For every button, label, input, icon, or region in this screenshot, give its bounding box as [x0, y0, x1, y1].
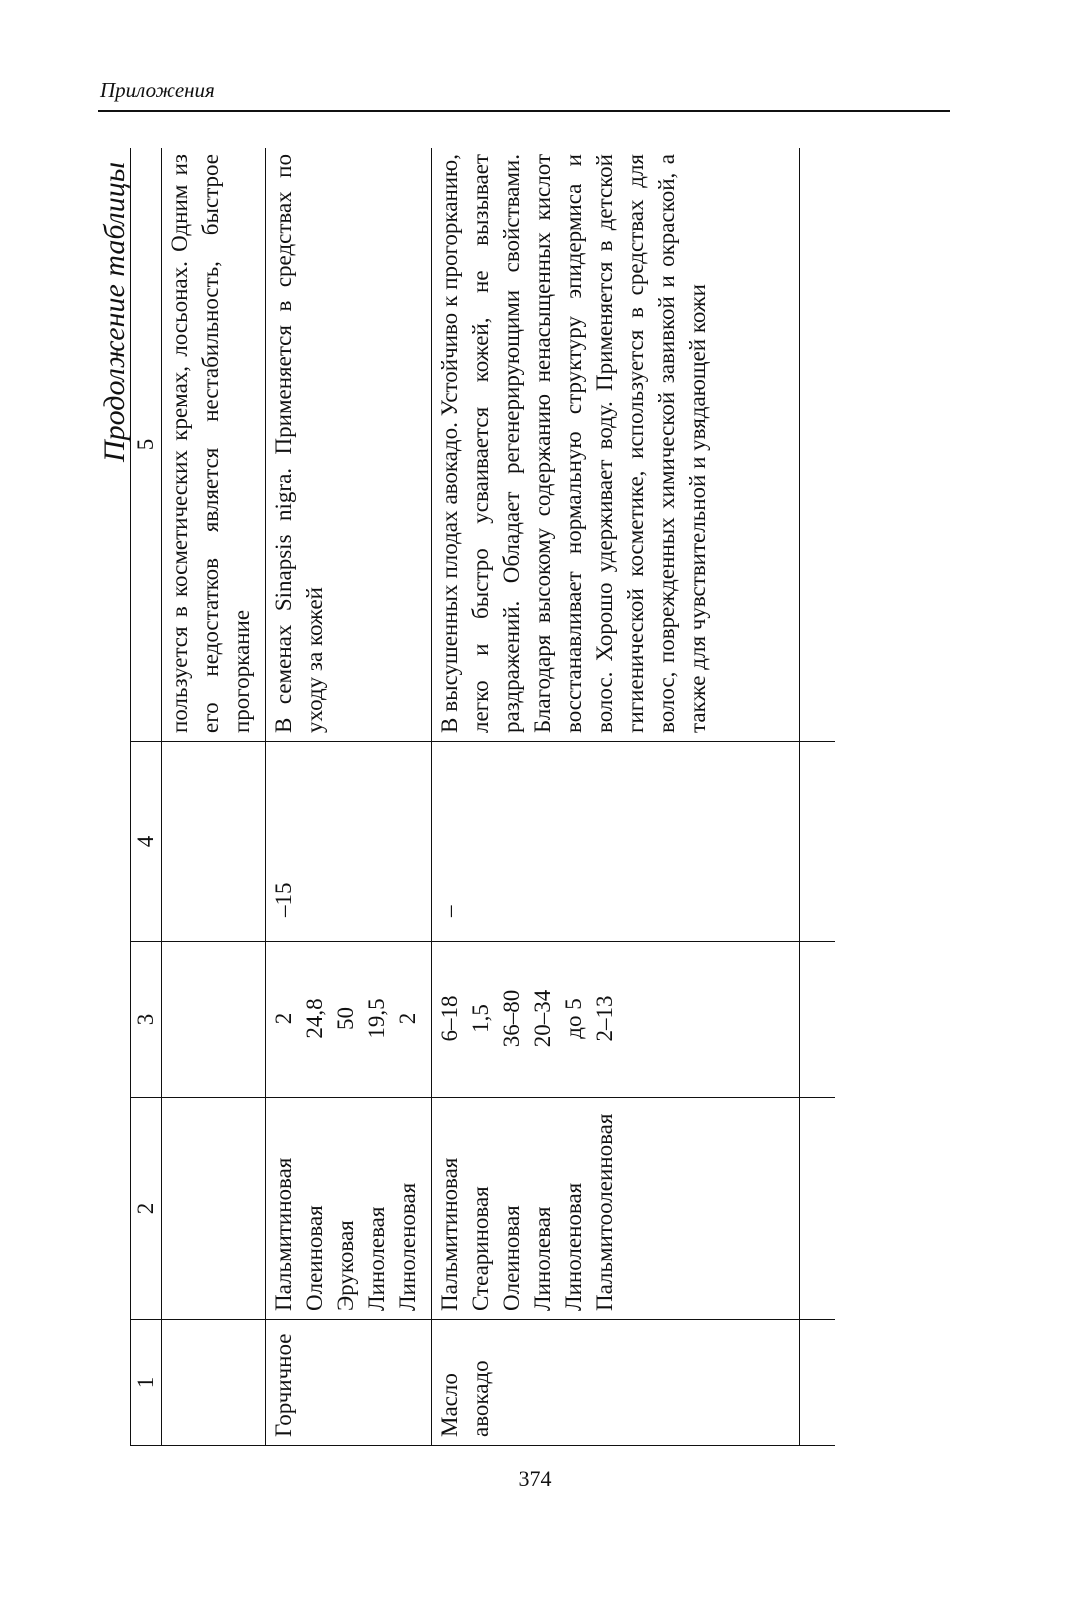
fatty-acid-name: Пальмитиновая [271, 1157, 296, 1311]
table-continuation-caption: Продолжение таблицы [98, 161, 131, 462]
content-percent-value: 2–13 [592, 995, 617, 1042]
content-percent-cell [432, 942, 800, 1098]
column-header: 2 [131, 1098, 162, 1320]
melting-point-cell [162, 742, 266, 942]
fatty-acid-cell [162, 1098, 266, 1320]
description-cell [800, 148, 836, 742]
running-header-title: Приложения [100, 78, 215, 102]
fatty-acid-name: Стеариновая [468, 1186, 493, 1311]
content-percent-cell [800, 942, 836, 1098]
table-row [800, 148, 836, 1446]
melting-point-cell [800, 742, 836, 942]
fatty-acid-name: Эруковая [333, 1220, 358, 1311]
fatty-acid-name: Линоленовая [395, 1182, 420, 1311]
content-percent-value: 1,5 [468, 1004, 493, 1033]
fatty-acid-name: Олеиновая [302, 1205, 327, 1311]
fatty-acid-name: Линолевая [364, 1206, 389, 1311]
fatty-acid-name: Пальмитоолеиновая [592, 1113, 617, 1311]
content-percent-value: 20–34 [530, 989, 555, 1048]
table-header-row [131, 148, 162, 1446]
column-header: 4 [131, 742, 162, 942]
content-percent-value: до 5 [561, 998, 586, 1039]
fatty-acid-name: Пальмитиновая [437, 1157, 462, 1311]
data-table [130, 148, 835, 1446]
melting-point-cell: –15 [266, 742, 432, 942]
description-cell: пользуется в косметических кремах, лосьонах. Одним из его недостатков является нестабильность, быстрое прогоркание [162, 148, 266, 742]
content-percent-value: 2 [395, 1012, 420, 1025]
content-percent-cell [162, 942, 266, 1098]
oil-name-cell [800, 1320, 836, 1446]
table-row [162, 148, 266, 1446]
content-percent-value: 50 [333, 1007, 358, 1030]
description-cell: В семенах Sinapsis nigra. Применяется в средствах по уходу за кожей [266, 148, 432, 742]
table-body [162, 148, 836, 1446]
oil-name-cell: Горчичное [266, 1320, 432, 1446]
fatty-acid-cell [266, 1098, 432, 1320]
fatty-acid-name: Линолевая [530, 1206, 555, 1311]
fatty-acid-name: Линоленовая [561, 1182, 586, 1311]
content-percent-value: 19,5 [364, 998, 389, 1039]
fatty-acid-name: Олеиновая [499, 1205, 524, 1311]
oil-name-cell [162, 1320, 266, 1446]
fatty-acid-cell [800, 1098, 836, 1320]
melting-point-cell: – [432, 742, 800, 942]
fatty-acid-cell [432, 1098, 800, 1320]
column-header: 5 [131, 148, 162, 742]
content-percent-value: 2 [271, 1012, 296, 1025]
oil-name-cell: Масло авокадо [432, 1320, 800, 1446]
table-row [432, 148, 800, 1446]
column-header: 1 [131, 1320, 162, 1446]
content-percent-cell [266, 942, 432, 1098]
page-number: 374 [518, 1466, 552, 1491]
description-cell: В высушенных плодах авокадо. Устойчиво к прогорканию, легко и быстро усваивается кожей, не вызывает раздражений. Обладает регенерирующими свойствами. Благодаря высокому содержанию ненасыщенных кислот восстанавливает нормальную структуру эпидермиса и волос. Хорошо удерживает воду. Применяется в детской гигиенической косметике, используется в средствах для волос, поврежденных химической завивкой и окраской, а также для чувствительной и увядающей кожи [432, 148, 800, 742]
table-row [266, 148, 432, 1446]
content-percent-value: 24,8 [302, 998, 327, 1039]
column-header: 3 [131, 942, 162, 1098]
header-rule [98, 110, 950, 112]
content-percent-value: 36–80 [499, 989, 524, 1048]
rotated-table-frame [130, 148, 835, 1446]
content-percent-value: 6–18 [437, 995, 462, 1042]
